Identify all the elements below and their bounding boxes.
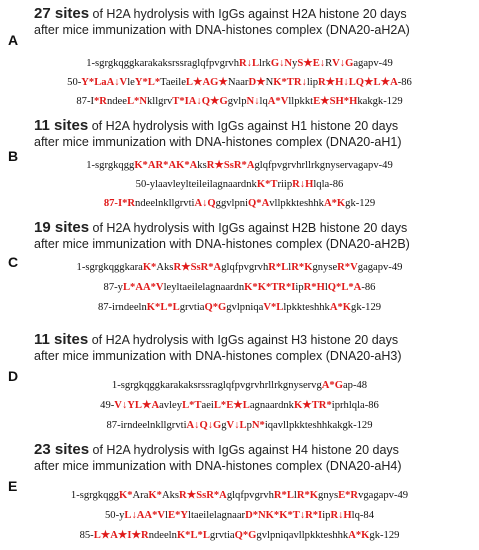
sequence-line xyxy=(0,300,479,315)
sequence-segment: Aks xyxy=(161,490,180,501)
cleavage-site: R★SsR*A xyxy=(173,262,222,273)
site-count: 23 sites xyxy=(34,441,90,458)
sequence-segment: p xyxy=(246,420,252,431)
sequence-segment: -86 xyxy=(361,282,376,293)
sequence-segment: grvtia xyxy=(209,530,235,541)
panel-title xyxy=(34,332,474,364)
title-text-line2: after mice immunization with DNA-histones complex (DNA20-aH2A) xyxy=(34,23,410,37)
cleavage-site: Q*A xyxy=(248,198,270,209)
sequence-segment: 50-ylaavleylteileilagnaardnk xyxy=(135,179,257,190)
sequence-segment: 49- xyxy=(100,400,115,411)
cleavage-site: K★TR* xyxy=(293,400,332,411)
sequence-segment: 1-sgrgkqggkara xyxy=(76,262,143,273)
sequence-segment: ap-48 xyxy=(342,380,368,391)
sequence-segment: gnys xyxy=(318,490,339,501)
panel-label: D xyxy=(8,368,19,384)
sequence-segment: Aks xyxy=(156,262,174,273)
site-count: 27 sites xyxy=(34,5,90,22)
cleavage-site: Y*La xyxy=(81,77,107,88)
sequence-segment: ltaeilelagnaar xyxy=(188,510,246,521)
title-text: of H2A hydrolysis with IgGs against H2A histone 20 days xyxy=(89,7,407,21)
cleavage-site: K*TR↓ xyxy=(273,77,307,88)
cleavage-site: E*R xyxy=(338,490,359,501)
cleavage-site: E*Y xyxy=(168,510,189,521)
cleavage-site: R★SsR*A xyxy=(179,490,227,501)
sequence-segment: gvlp xyxy=(227,96,247,107)
sequence-segment: kakgk-129 xyxy=(357,96,403,107)
cleavage-site: R*K xyxy=(296,490,319,501)
sequence-segment: ip xyxy=(322,510,331,521)
panel-title xyxy=(34,220,474,252)
cleavage-site: D*NK*K*T↓R*I xyxy=(245,510,323,521)
sequence-segment: lrk xyxy=(259,58,271,69)
sequence-segment: vgagapv-49 xyxy=(358,490,409,501)
sequence-segment: vllpkkteshhk xyxy=(269,198,324,209)
sequence-segment: l xyxy=(293,490,297,501)
panel-label: A xyxy=(8,32,19,48)
title-text-line2: after mice immunization with DNA-histones complex (DNA20-aH4) xyxy=(34,459,402,473)
cleavage-site: Q*L*A xyxy=(327,282,362,293)
title-text: of H2A hydrolysis with IgGs against H1 histone 20 days xyxy=(88,119,399,133)
cleavage-site: V↓YL★A xyxy=(114,400,160,411)
site-count: 19 sites xyxy=(34,219,90,236)
sequence-segment: glqfpvgrvh xyxy=(221,262,269,273)
cleavage-site: R★SsR*A xyxy=(206,160,255,171)
sequence-line xyxy=(0,94,479,109)
sequence-line xyxy=(0,196,479,211)
sequence-segment: lpkkteshhk xyxy=(283,302,330,313)
cleavage-site: R↓H xyxy=(330,510,352,521)
sequence-segment: 85- xyxy=(79,530,94,541)
cleavage-site: A*K xyxy=(329,302,352,313)
sequence-segment: gvlpniqa xyxy=(226,302,264,313)
cleavage-site: R↓L xyxy=(239,58,260,69)
title-text: of H2A hydrolysis with IgGs against H2B histone 20 days xyxy=(89,221,408,235)
sequence-segment: gagapv-49 xyxy=(357,262,403,273)
sequence-segment: l xyxy=(288,262,292,273)
site-count: 11 sites xyxy=(34,331,89,348)
sequence-segment: lq-84 xyxy=(351,510,374,521)
panel-title xyxy=(34,6,474,38)
sequence-line xyxy=(0,418,479,433)
cleavage-site: A↓V xyxy=(106,77,128,88)
sequence-segment: lq xyxy=(259,96,268,107)
sequence-segment: glqfpvgrvhrllrkgnyservagapv-49 xyxy=(254,160,393,171)
sequence-segment: grvtia xyxy=(179,302,205,313)
sequence-segment: iprhlqla-86 xyxy=(331,400,379,411)
cleavage-site: L★A★I★R xyxy=(93,530,149,541)
sequence-line xyxy=(0,378,479,393)
sequence-segment: 1-sgrgkqggkarakaksrssraglqfpvgrvhrllrkgnyservg xyxy=(111,380,322,391)
cleavage-site: A↓Q xyxy=(194,198,216,209)
sequence-segment: lqla-86 xyxy=(313,179,344,190)
cleavage-site: N* xyxy=(251,420,265,431)
sequence-line xyxy=(0,398,479,413)
sequence-segment: 1-sgrgkqgg xyxy=(70,490,119,501)
sequence-line xyxy=(0,508,479,523)
cleavage-site: R*K xyxy=(291,262,313,273)
sequence-segment: g xyxy=(221,420,227,431)
sequence-line xyxy=(0,528,479,543)
sequence-segment: R xyxy=(325,58,333,69)
cleavage-site: Y*L* xyxy=(134,77,161,88)
cleavage-site: D★ xyxy=(248,77,266,88)
sequence-line xyxy=(0,488,479,503)
cleavage-site: *R xyxy=(94,96,107,107)
sequence-segment: agapv-49 xyxy=(353,58,393,69)
cleavage-site: K* xyxy=(148,490,162,501)
sequence-line xyxy=(0,177,479,192)
sequence-segment: gk-129 xyxy=(369,530,400,541)
cleavage-site: V↓G xyxy=(332,58,354,69)
sequence-segment: gk-129 xyxy=(351,302,382,313)
cleavage-site: R★H↓LQ★L★A xyxy=(318,77,398,88)
cleavage-site: N↓ xyxy=(246,96,260,107)
sequence-segment: gvlpniqavllpkkteshhk xyxy=(256,530,349,541)
cleavage-site: R↓H xyxy=(292,179,314,190)
sequence-line xyxy=(0,158,479,173)
sequence-segment: Ara xyxy=(132,490,149,501)
cleavage-site: K*K*TR*I xyxy=(244,282,296,293)
cleavage-site: T*IA↓Q★G xyxy=(172,96,228,107)
title-text: of H2A hydrolysis with IgGs against H4 histone 20 days xyxy=(89,443,399,457)
panel-label: C xyxy=(8,254,19,270)
sequence-segment: ndeeln xyxy=(148,530,177,541)
sequence-segment: 87-I xyxy=(76,96,94,107)
title-text-line2: after mice immunization with DNA-histones complex (DNA20-aH1) xyxy=(34,135,402,149)
sequence-line xyxy=(0,56,479,71)
sequence-line xyxy=(0,260,479,275)
sequence-segment: 50-y xyxy=(105,510,125,521)
sequence-line xyxy=(0,75,479,90)
title-text-line2: after mice immunization with DNA-histones complex (DNA20-aH3) xyxy=(34,349,402,363)
cleavage-site: L*N xyxy=(126,96,147,107)
sequence-segment: agnaardnk xyxy=(249,400,294,411)
sequence-segment: riip xyxy=(277,179,293,190)
sequence-segment: 50- xyxy=(67,77,82,88)
cleavage-site: L↓AA*V xyxy=(124,510,166,521)
cleavage-site: V↓L xyxy=(226,420,247,431)
sequence-segment: N xyxy=(265,77,274,88)
sequence-line xyxy=(0,280,479,295)
cleavage-site: K*L*L xyxy=(146,302,180,313)
cleavage-site: L*E★L xyxy=(213,400,250,411)
cleavage-site: A↓Q↓G xyxy=(186,420,222,431)
sequence-segment: Taeile xyxy=(160,77,186,88)
sequence-segment: 87-y xyxy=(103,282,123,293)
panel-label: E xyxy=(8,478,18,494)
sequence-segment: Naar xyxy=(227,77,249,88)
panel-label: B xyxy=(8,148,19,164)
cleavage-site: L*AA*V xyxy=(122,282,164,293)
cleavage-site: K*T xyxy=(256,179,278,190)
sequence-segment: ks xyxy=(197,160,207,171)
cleavage-site: L★AG★ xyxy=(185,77,228,88)
cleavage-site: Q*G xyxy=(204,302,227,313)
sequence-segment: le xyxy=(127,77,135,88)
site-count: 11 sites xyxy=(34,117,89,134)
sequence-segment: iqavllpkkteshhkakgk-129 xyxy=(264,420,373,431)
cleavage-site: A*V xyxy=(267,96,289,107)
sequence-segment: aei xyxy=(201,400,214,411)
cleavage-site: V*L xyxy=(263,302,284,313)
sequence-segment: l xyxy=(324,282,328,293)
sequence-segment: ndeelnkllgrvti xyxy=(135,198,195,209)
sequence-segment: gk-129 xyxy=(345,198,376,209)
cleavage-site: A*K xyxy=(348,530,370,541)
sequence-segment: ndee xyxy=(106,96,127,107)
title-text-line2: after mice immunization with DNA-histones complex (DNA20-aH2B) xyxy=(34,237,410,251)
cleavage-site: E★SH*H xyxy=(313,96,358,107)
sequence-segment: l xyxy=(165,510,168,521)
sequence-segment: kllgrv xyxy=(146,96,173,107)
sequence-segment: gnyse xyxy=(312,262,338,273)
cleavage-site: 87-I*R xyxy=(103,198,136,209)
cleavage-site: K*L*L xyxy=(176,530,210,541)
title-text: of H2A hydrolysis with IgGs against H3 histone 20 days xyxy=(88,333,399,347)
cleavage-site: G↓N xyxy=(270,58,293,69)
sequence-segment: ip xyxy=(295,282,304,293)
cleavage-site: R*L xyxy=(268,262,289,273)
cleavage-site: R*V xyxy=(337,262,358,273)
sequence-segment: 1-sgrgkqgg xyxy=(86,160,135,171)
panel-title xyxy=(34,118,474,150)
sequence-segment: 87-irndeelnkllgrvti xyxy=(106,420,187,431)
sequence-segment: glqfpvgrvh xyxy=(226,490,274,501)
cleavage-site: S★E↓ xyxy=(297,58,326,69)
sequence-segment: y xyxy=(292,58,298,69)
cleavage-site: L*T xyxy=(182,400,202,411)
sequence-segment: ggvlpni xyxy=(215,198,249,209)
cleavage-site: K* xyxy=(142,262,157,273)
panel-title xyxy=(34,442,474,474)
sequence-segment: llpkkt xyxy=(288,96,314,107)
sequence-segment: 87-irndeeln xyxy=(97,302,147,313)
cleavage-site: R*H xyxy=(303,282,325,293)
sequence-segment: leyltaeilelagnaardn xyxy=(163,282,245,293)
sequence-segment: -86 xyxy=(397,77,412,88)
sequence-segment: avley xyxy=(159,400,183,411)
cleavage-site: Q*G xyxy=(234,530,257,541)
cleavage-site: A*G xyxy=(321,380,343,391)
sequence-segment: lip xyxy=(306,77,319,88)
cleavage-site: K*AR*AK*A xyxy=(134,160,198,171)
cleavage-site: A*K xyxy=(323,198,346,209)
cleavage-site: R*L xyxy=(273,490,294,501)
sequence-segment: 1-sgrgkqggkarakaksrssraglqfpvgrvh xyxy=(86,58,240,69)
cleavage-site: K* xyxy=(118,490,133,501)
